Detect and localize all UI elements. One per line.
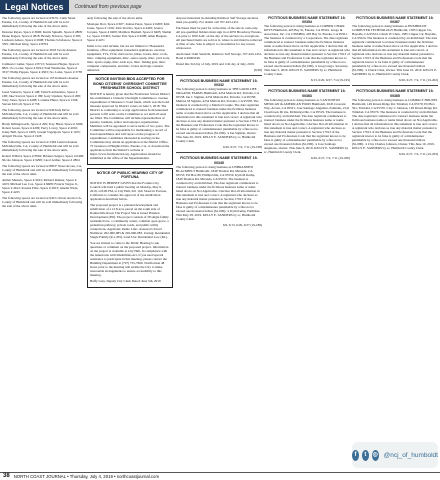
paragraph: The following spaces are located at 940 G Street Arcata CA, County of Humboldt and will be sold immediately following the sale of the above units. bbox=[2, 196, 83, 208]
public-hearing-signature: Buffy Gray, Deputy City Clerk Dated: June 5th, 2019 bbox=[90, 278, 161, 283]
paragraph: Dated this 3rd day of July, 2019 and 11th day of July, 2019. bbox=[176, 62, 255, 66]
paragraph: ately following the sale of the above units. bbox=[87, 16, 144, 20]
page-number: 38 bbox=[3, 473, 10, 479]
public-hearing-title: NOTICE OF PUBLIC HEARING CITY OF FORTUNA bbox=[96, 170, 164, 179]
divider bbox=[176, 75, 262, 76]
footer-text: NORTH COAST JOURNAL • Thursday, July 4, 2019 • northcoastjournal.com bbox=[13, 474, 160, 479]
paragraph: Anyone interested in attending Rainbow Self Storage auctions must pre-qualify. For details call 707-443-1451. bbox=[176, 16, 259, 24]
public-hearing-body: NOTICE IS HEREBY GIVEN that the Fortuna City Council will hold a public hearing on Monday, May 6, 2019, at 6:00 PM, at City Hall, 621 11th Street in Fortuna, California to consider the approval of the subdivision application described below. bbox=[90, 180, 167, 201]
facebook-icon[interactable]: f bbox=[352, 450, 359, 461]
fbn-body: The following person is doing business as UNBRANDED BLACKBELT Humboldt, 1849 Thomas Rd, Miranda, CA 95553; PO Box 80, Phillipsville, CA 95559. Kym M Kemp, 1849 Thomas Rd, Miranda, CA 95553. The business is conducted by an Individual. The date registrant commenced to transact business under the fictitious business name or name listed above on Not Applicable. I declare that all information in this statement is true and correct. A registrant who declares as true any material matter pursuant to Section 17913 of the Business and Professions Code that the registrant knows to be false is guilty of a misdemeanor punishable by a fine not to exceed one thousand dollars ($1,000). /s Kym Kemp, Publisher. This May 28, 2019. KELLY E. SANDERS by sc, Humboldt County Clerk. bbox=[176, 164, 261, 221]
paragraph: The following spaces are located at 880 F Street Arcata, CA, County of Humboldt and will be sold immediately following the sale of the above units. bbox=[2, 164, 83, 176]
paragraph: The following spaces are located at 3618 Jacobs Avenue Eureka, CA, County of Humboldt and will be sold immediately following the sale of the above units. bbox=[2, 48, 77, 60]
paragraph: Brady Killingsworth, Space # 209; Trey Hurst, Space # 3206; Robert Green, Space # 4209; Perry Lowry, Space # 4016; Jenny Bell, Space # 1905; Joseph Vogelgold, Space # 1105; Abigail Thorne, Space # 1928 bbox=[2, 122, 84, 138]
fbn-title: FICTITIOUS BUSINESS NAME STATEMENT 19-00363 bbox=[268, 89, 346, 98]
fbn-title: FICTITIOUS BUSINESS NAME STATEMENT 19-00345 bbox=[180, 156, 258, 165]
fbn-dates: 6/13, 6/20, 6/27, 7/4 (19-195) bbox=[310, 78, 350, 83]
paragraph: Auctioneer: Kim Santschi, Rainbow Self Storage, 707-443-1451, Bond # 40065246. bbox=[176, 52, 262, 60]
paragraph: Cathleen Cromer, Space # 8713; Seanessa Hagan, Space # 8821; Ivo Loder, Space # 8194; Paul Westbroke, Space # 3537; Philip Pappas, Space # 4503; Ivo Loder, Space # 3738 bbox=[2, 62, 82, 74]
public-hearing-box bbox=[87, 168, 173, 288]
social-handle[interactable]: @ncj_of_humboldt bbox=[383, 451, 438, 459]
section-header bbox=[0, 0, 440, 14]
fbn-body: The following person is doing business as HUMBOLDT COMPUTER TECHNOLOGY Humboldt, 1585 Clipper Cir, Bayside, CA 95524. Chuck W Chen, 1585 Clipper Cir, Bayside, CA 95524. The business is conducted by an Individual. The date registrant commenced to transact business under the fictitious business name or name listed above on Not Applicable. I declare that all information in this statement is true and correct. A registrant who declares as true any material matter pursuant to Section 17913 of the Business and Professions Code that the registrant knows to be false is guilty of a misdemeanor punishable by a fine not to exceed one thousand dollars ($1,000). /s Chuck Chen, Owner. This June 10, 2019. KELLY E. SANDERS by sc, Humboldt County Clerk. bbox=[352, 24, 438, 77]
bid-notice-body: NOTICE is hereby given that the Freshwater School District has established a Citizens' Oversight Committee to oversee expenditures of Measure C bond funds, which was the bond measure approved by District voters on June 5, 2018. The District is continuing to accept applications from interested persons to fill seats on the Committee to act until all seats are filled. The Committee will include representatives of parents, business, senior and taxpayer organizations. Members will be appointed to serve terms of two years. The Committee will be responsible for maintaining a record of bond expenditures and will report on the progress of expenditures. Candidates interested in serving on the Committee may obtain an application at the District Office, 75 Greenwood Heights Drive, Eureka, CA, or download the application from the District's website at https://www.freshwatersd.org. Applications should be submitted at the office of the Superintendent. bbox=[90, 91, 170, 160]
bid-notice-box bbox=[87, 74, 173, 165]
column-1 bbox=[2, 16, 84, 470]
fbn-dates: 6/20, 6/27, 7/4, 7/11 (19-198) bbox=[223, 145, 262, 150]
fbn-body: The following person is doing business as COMPACT HOUSES Humboldt, 149 Raven Ridge Rd, Trinidad, CA 95570; PO Box 591, Trinidad, CA 95570. Clay C Johnson, 149 Raven Ridge Rd, Trinidad, CA 95570. The business is conducted by an Individual. The date registrant commenced to transact business under the fictitious business name or name listed above on Not Applicable. I declare that all information in this statement is true and correct. A registrant who declares as true any material matter pursuant to Section 17913 of the Business and Professions Code that the registrant knows to be false is guilty of a misdemeanor punishable by a fine not to exceed one thousand dollars ($1,000). /s Clay Charles Johnson, Owner. This June 10, 2019. KELLY E. SANDERS by sc, Humboldt County Clerk. bbox=[352, 97, 438, 150]
fbn-dates: 6/20, 6/27, 7/4, 7/11 (19-203) bbox=[399, 151, 438, 156]
bid-notice-title: NOTICE INVITING BIDS ACCEPTED FOR BOND CITIZENS' OVERSIGHT COMMITTEE FRESHWATER SCHOOL DISTRICT bbox=[93, 77, 167, 90]
public-hearing-body: The proposed project is a planned development and subdivision of a 12.8-acre parcel on the south side of Rohnerville Road. The Project Site is zoned Planned Development (PD). The project consists of 58 single family residential lots, a community center, common open space, a pedestrian pathway, private roads, and public utility connections. Applicant: Demo Lilac. Assessor's Parcel Numbers: 202-060-085 & 202-060-083. Zoning: Residential Single Family (R-1-PD). Land Use: Residential Low (RL). bbox=[90, 202, 170, 239]
fbn-dates: 6/20, 6/27, 7/4, 7/11 (19-200) bbox=[311, 155, 350, 160]
column-4 bbox=[264, 16, 350, 456]
divider bbox=[176, 152, 262, 153]
paragraph: The following spaces are located at 940 Indy Drive McKinleyville, CA, County of Humboldt and will be sold immediately following the sale of the above units. bbox=[2, 108, 79, 120]
public-hearing-body: You are invited to come to the Public Hearing to ask questions or comment on the proposed project. Information on the project is available at City Hall. In compliance with the Americans with Disabilities Act, if you need special assistance to participate in this meeting, please contact the Building Department at (707) 725-7600. Notification 48 hours prior to the meeting will enable the City to make reasonable arrangements to ensure accessibility to this meeting. bbox=[90, 240, 169, 277]
divider bbox=[264, 85, 350, 86]
fbn-title: FICTITIOUS BUSINESS NAME STATEMENT 19-00354 bbox=[268, 16, 346, 25]
paragraph: Purchases must be paid for at the time of the sale in cash only. All pre-qualified bidders must sign in at 4055 Broadway Eureka, CA prior to 9:00 A.M. on the day of the auction; no exceptions. All purchased items are sold as is, where is and must be removed at time of sale. Sale is subject to cancellation for any reason whatsoever. bbox=[176, 26, 262, 50]
paragraph: The following spaces are located at 639 W. Clark Street Eureka, CA, County of Humboldt and will be sold immediately following the sale of the above units. bbox=[2, 16, 76, 28]
instagram-icon[interactable]: ◎ bbox=[372, 450, 379, 461]
section-title: Legal Notices bbox=[0, 0, 69, 14]
paragraph: (6/28) bbox=[253, 68, 262, 72]
paragraph: Amber Masters, Space # 4163; Richard Runner, Space # 4103; Michael Lee Cox, Space # 6608; Francis Vargas Jr., Space # 4612; Rosana Platz, Space # 2813; Ainslie Wade, Space # 4225 bbox=[2, 178, 79, 194]
fbn-title: FICTITIOUS BUSINESS NAME STATEMENT 19-00332 bbox=[180, 79, 258, 88]
twitter-icon[interactable]: t bbox=[362, 450, 369, 461]
social-banner[interactable] bbox=[352, 442, 438, 468]
paragraph: Monique Dorr, Space # 607; Joshua Perez, Space # 6208; Kim Jones, Space # 1106; John Trevino, Space # 4403; Jessica Jacques, Space # 6409; Matthew Bushell, Space # 6405; Shelah Le, Space # 6403; Joanne Pair, Space # 6208; Allen Burgess, Space # 4471 bbox=[87, 22, 172, 42]
paragraph: Jason Valencia, Space # 148; Tami Scarmazzino, Space # 168; Jake Savard, Space # 189; Gary Upshaw, Space # 268; Tony Jones, Space # 4208; Lorraine Hines, Space # 1504; Steven McCall, Space # 756 bbox=[2, 90, 81, 106]
column-2 bbox=[87, 16, 173, 470]
fbn-title: FICTITIOUS BUSINESS NAME STATEMENT 19-00365 bbox=[356, 89, 434, 98]
paragraph: Robert Willard, Space # P062; Brianna Seigert, Space # 6408; Nicole Johnson, Space # 9298; Carol Arthur, Space # 2864 bbox=[2, 154, 84, 162]
fbn-dates: 6/6, 6/13, 6/20, 6/27 (19-189) bbox=[222, 222, 262, 227]
column-3 bbox=[176, 16, 262, 456]
divider bbox=[352, 85, 438, 86]
paragraph: The following spaces are located at 2394 Central Avenue McKinleyville, CA, County of Humboldt and will be sold immediately following the sale of the above units. bbox=[2, 140, 79, 152]
fbn-title: FICTITIOUS BUSINESS NAME STATEMENT 19-00367 bbox=[356, 16, 434, 25]
paragraph: Items to be sold include, but are not limited to: Household furniture, office equipment, household appliances, exercise equipment, TVs, VCR, microwave, bikes, books, misc. tools, misc. camping equipment, misc. stereo equip, misc. yard tools, misc. sports equip, misc. kids toys, misc. fishing gear, misc. computer components, and misc. boxes and bags contents unknown. bbox=[87, 44, 170, 72]
fbn-body: The following person is doing business as THE GOOD LIFE ORGANIC FARMS Humboldt, 4254 Mattole Rd, Petrolia, CA 95558. Ian C Sigman, 4254 Mattole Rd, Petrolia, CA 95558; Melissa M Sigman, 4254 Mattole Rd, Petrolia, CA 95558. The business is conducted by a Married Couple. The date registrant commenced to transact business under the fictitious business name or name listed above on Not Applicable. I declare that all information in this statement is true and correct. A registrant who declares as true any material matter pursuant to Section 17913 of the Business and Professions Code that the registrant knows to be false is guilty of a misdemeanor punishable by a fine not to exceed one thousand dollars ($1,000). /s Ian Sigman, Owner. This June 26, 2019. KELLY E. SANDERS by sc, Humboldt County Clerk. bbox=[176, 87, 262, 144]
fbn-dates: 6/20, 6/27, 7/4, 7/11 (19-202) bbox=[399, 78, 438, 83]
column-5 bbox=[352, 16, 438, 456]
continued-label: Continued from previous page bbox=[69, 0, 440, 14]
fbn-body: The following person is doing business as 5 ANTOJITOS MEXICAN & AMERICAN FOOD Humboldt, 2045 Crescent Way, Arcata, CA 95521. Jose Santiago Anguiano Zamudio, 2141 Clearbrook Dr #A, McKinleyville, CA 95519. The business is conducted by an Individual. The date registrant commenced to transact business under the fictitious business name or name listed above on Not Applicable. I declare that all information in this statement is true and correct. A registrant who declares as true any material matter pursuant to Section 17913 of the Business and Professions Code that the registrant knows to be false is guilty of a misdemeanor punishable by a fine not to exceed one thousand dollars ($1,000). /s Jose Santiago Anguiano, Owner. This June 6, 2019. KELLY E. SANDERS by sc, Humboldt County Clerk. bbox=[264, 97, 350, 154]
page-footer bbox=[0, 472, 440, 480]
paragraph: The following spaces are located at 105 Indianola Avenue Eureka, CA, County of Humboldt and will be sold immediately following the sale of the above units. bbox=[2, 76, 79, 88]
paragraph: Dezarae Reyes, Space # 3606; Kurtis Spinelli, Space # 2808; Diane Rogers, Space # 2818; Brandy Navarro, Space # 305; Lashawn Amaro, Space # 2908; Thomas Sclafonow, Space # 3301; Michael King, Space # 8704 bbox=[2, 30, 83, 46]
fbn-body: The following person is doing business as CORNER CHAIR KEYS Humboldt, 403 Bay St, Eureka, CA 95501. Grego & Associates, Inc. CA C3584804, 403 Bay St, Eureka, CA 95501. The business is conducted by a Corporation. The date registrant commenced to transact business under the fictitious business name or name listed above on Not Applicable. I declare that all information in this statement is true and correct. A registrant who declares as true any material matter pursuant to Section 17913 of the Business and Professions Code that the registrant knows to be false is guilty of a misdemeanor punishable by a fine not to exceed one thousand dollars ($1,000). /s Greg Grego, Secretary. This June 5, 2019. KELLY E. SANDERS by sc, Humboldt County Clerk. bbox=[264, 24, 350, 77]
